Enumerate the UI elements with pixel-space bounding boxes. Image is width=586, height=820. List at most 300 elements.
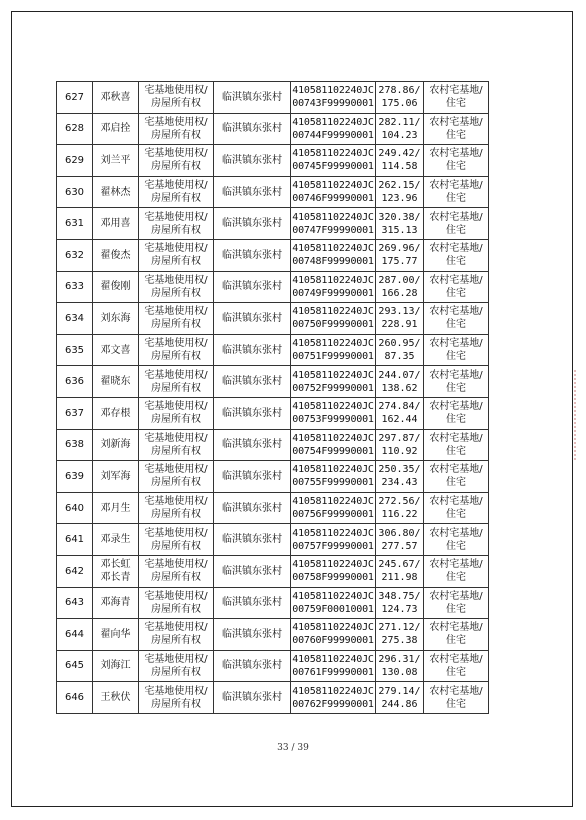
cell-area bbox=[376, 555, 424, 587]
cell-unit-code bbox=[291, 555, 376, 587]
cell-owner-name-line: 王秋伏 bbox=[100, 692, 131, 704]
cell-right-type-line: 房屋所有权 bbox=[151, 445, 201, 457]
table-row bbox=[57, 334, 489, 366]
cell-usage-line: 农村宅基地/ bbox=[429, 432, 483, 444]
cell-usage-line: 住宅 bbox=[446, 98, 466, 110]
cell-area-line: 320.38/ bbox=[378, 211, 421, 223]
cell-owner-name bbox=[93, 492, 139, 524]
cell-location: 临淇镇东张村 bbox=[214, 682, 291, 714]
cell-usage-line: 住宅 bbox=[446, 603, 466, 615]
table-row bbox=[57, 524, 489, 556]
cell-right-type-line: 房屋所有权 bbox=[151, 161, 201, 173]
cell-serial-number: 645 bbox=[57, 650, 93, 682]
cell-right-type-line: 宅基地使用权/ bbox=[144, 243, 208, 255]
cell-location: 临淇镇东张村 bbox=[214, 397, 291, 429]
cell-unit-code-line: 00756F99990001 bbox=[292, 509, 374, 521]
cell-location: 临淇镇东张村 bbox=[214, 461, 291, 493]
cell-area-line: 234.43 bbox=[381, 477, 418, 489]
cell-area-line: 275.38 bbox=[381, 635, 418, 647]
cell-unit-code bbox=[291, 682, 376, 714]
cell-unit-code-line: 00744F99990001 bbox=[292, 129, 374, 141]
cell-area-line: 87.35 bbox=[384, 351, 415, 363]
cell-usage bbox=[424, 82, 489, 114]
cell-area bbox=[376, 429, 424, 461]
cell-right-type-line: 宅基地使用权/ bbox=[144, 432, 208, 444]
table-row bbox=[57, 145, 489, 177]
cell-right-type-line: 宅基地使用权/ bbox=[144, 338, 208, 350]
cell-location: 临淇镇东张村 bbox=[214, 176, 291, 208]
cell-serial-number: 638 bbox=[57, 429, 93, 461]
cell-right-type bbox=[139, 366, 214, 398]
cell-area bbox=[376, 82, 424, 114]
cell-unit-code-line: 410581102240JC bbox=[292, 464, 374, 476]
cell-usage bbox=[424, 461, 489, 493]
cell-area-line: 244.07/ bbox=[378, 369, 421, 381]
cell-serial-number: 627 bbox=[57, 82, 93, 114]
cell-owner-name bbox=[93, 429, 139, 461]
table-row bbox=[57, 239, 489, 271]
table-row bbox=[57, 650, 489, 682]
cell-unit-code-line: 410581102240JC bbox=[292, 85, 374, 97]
cell-usage-line: 农村宅基地/ bbox=[429, 180, 483, 192]
cell-usage-line: 住宅 bbox=[446, 161, 466, 173]
cell-unit-code bbox=[291, 619, 376, 651]
cell-right-type-line: 宅基地使用权/ bbox=[144, 369, 208, 381]
cell-area-line: 245.67/ bbox=[378, 559, 421, 571]
cell-right-type-line: 宅基地使用权/ bbox=[144, 559, 208, 571]
table-row bbox=[57, 461, 489, 493]
cell-unit-code-line: 410581102240JC bbox=[292, 590, 374, 602]
cell-usage-line: 住宅 bbox=[446, 256, 466, 268]
cell-usage-line: 农村宅基地/ bbox=[429, 369, 483, 381]
cell-area-line: 130.08 bbox=[381, 666, 418, 678]
table-row bbox=[57, 82, 489, 114]
cell-area-line: 297.87/ bbox=[378, 432, 421, 444]
cell-right-type-line: 房屋所有权 bbox=[151, 635, 201, 647]
cell-usage-line: 农村宅基地/ bbox=[429, 116, 483, 128]
cell-owner-name bbox=[93, 650, 139, 682]
cell-area bbox=[376, 239, 424, 271]
cell-usage bbox=[424, 239, 489, 271]
cell-usage-line: 农村宅基地/ bbox=[429, 243, 483, 255]
cell-unit-code bbox=[291, 524, 376, 556]
cell-area-line: 271.12/ bbox=[378, 622, 421, 634]
cell-unit-code-line: 00746F99990001 bbox=[292, 193, 374, 205]
cell-area-line: 250.35/ bbox=[378, 464, 421, 476]
cell-area bbox=[376, 366, 424, 398]
cell-usage-line: 住宅 bbox=[446, 477, 466, 489]
cell-unit-code-line: 00751F99990001 bbox=[292, 351, 374, 363]
cell-usage bbox=[424, 650, 489, 682]
cell-area bbox=[376, 587, 424, 619]
cell-right-type bbox=[139, 113, 214, 145]
cell-unit-code-line: 410581102240JC bbox=[292, 243, 374, 255]
cell-unit-code bbox=[291, 587, 376, 619]
cell-serial-number: 629 bbox=[57, 145, 93, 177]
cell-area bbox=[376, 334, 424, 366]
cell-serial-number: 637 bbox=[57, 397, 93, 429]
cell-usage bbox=[424, 524, 489, 556]
cell-area-line: 277.57 bbox=[381, 540, 418, 552]
cell-right-type-line: 房屋所有权 bbox=[151, 477, 201, 489]
cell-owner-name-line: 邓月生 bbox=[100, 502, 131, 514]
cell-right-type-line: 房屋所有权 bbox=[151, 603, 201, 615]
cell-unit-code bbox=[291, 334, 376, 366]
cell-area bbox=[376, 145, 424, 177]
cell-usage-line: 住宅 bbox=[446, 509, 466, 521]
cell-usage-line: 农村宅基地/ bbox=[429, 496, 483, 508]
cell-usage bbox=[424, 271, 489, 303]
cell-right-type bbox=[139, 239, 214, 271]
cell-usage-line: 农村宅基地/ bbox=[429, 464, 483, 476]
cell-unit-code-line: 410581102240JC bbox=[292, 527, 374, 539]
cell-owner-name bbox=[93, 587, 139, 619]
table-row bbox=[57, 492, 489, 524]
cell-right-type-line: 房屋所有权 bbox=[151, 351, 201, 363]
cell-usage-line: 住宅 bbox=[446, 287, 466, 299]
cell-right-type-line: 房屋所有权 bbox=[151, 224, 201, 236]
cell-unit-code-line: 00750F99990001 bbox=[292, 319, 374, 331]
cell-area-line: 296.31/ bbox=[378, 653, 421, 665]
cell-usage bbox=[424, 619, 489, 651]
cell-unit-code bbox=[291, 397, 376, 429]
cell-right-type-line: 房屋所有权 bbox=[151, 256, 201, 268]
cell-right-type-line: 房屋所有权 bbox=[151, 414, 201, 426]
table-row bbox=[57, 366, 489, 398]
cell-unit-code-line: 410581102240JC bbox=[292, 274, 374, 286]
cell-owner-name bbox=[93, 524, 139, 556]
cell-usage-line: 农村宅基地/ bbox=[429, 559, 483, 571]
cell-usage-line: 农村宅基地/ bbox=[429, 338, 483, 350]
cell-unit-code bbox=[291, 429, 376, 461]
cell-area-line: 228.91 bbox=[381, 319, 418, 331]
cell-serial-number: 633 bbox=[57, 271, 93, 303]
cell-location: 临淇镇东张村 bbox=[214, 366, 291, 398]
cell-unit-code-line: 00749F99990001 bbox=[292, 287, 374, 299]
cell-owner-name bbox=[93, 366, 139, 398]
cell-right-type bbox=[139, 82, 214, 114]
cell-area-line: 274.84/ bbox=[378, 401, 421, 413]
cell-right-type-line: 房屋所有权 bbox=[151, 698, 201, 710]
cell-right-type bbox=[139, 208, 214, 240]
cell-area-line: 175.06 bbox=[381, 98, 418, 110]
cell-area-line: 282.11/ bbox=[378, 116, 421, 128]
cell-unit-code-line: 00745F99990001 bbox=[292, 161, 374, 173]
cell-usage-line: 住宅 bbox=[446, 540, 466, 552]
cell-owner-name-line: 邓长青 bbox=[100, 572, 131, 584]
cell-unit-code-line: 00757F99990001 bbox=[292, 540, 374, 552]
table-row bbox=[57, 397, 489, 429]
cell-usage bbox=[424, 113, 489, 145]
cell-area-line: 138.62 bbox=[381, 382, 418, 394]
cell-owner-name bbox=[93, 176, 139, 208]
cell-location: 临淇镇东张村 bbox=[214, 208, 291, 240]
cell-area-line: 114.58 bbox=[381, 161, 418, 173]
cell-right-type bbox=[139, 334, 214, 366]
cell-right-type bbox=[139, 176, 214, 208]
cell-location: 临淇镇东张村 bbox=[214, 271, 291, 303]
cell-area bbox=[376, 619, 424, 651]
cell-serial-number: 630 bbox=[57, 176, 93, 208]
cell-right-type-line: 宅基地使用权/ bbox=[144, 590, 208, 602]
cell-right-type bbox=[139, 492, 214, 524]
cell-area-line: 279.14/ bbox=[378, 685, 421, 697]
cell-unit-code bbox=[291, 82, 376, 114]
cell-owner-name bbox=[93, 113, 139, 145]
cell-usage-line: 住宅 bbox=[446, 635, 466, 647]
cell-right-type-line: 宅基地使用权/ bbox=[144, 274, 208, 286]
table-row bbox=[57, 619, 489, 651]
cell-owner-name-line: 邓录生 bbox=[100, 534, 131, 546]
cell-area bbox=[376, 461, 424, 493]
cell-unit-code-line: 00743F99990001 bbox=[292, 98, 374, 110]
cell-owner-name bbox=[93, 303, 139, 335]
cell-right-type-line: 宅基地使用权/ bbox=[144, 306, 208, 318]
cell-owner-name-line: 刘军海 bbox=[100, 470, 131, 482]
cell-area-line: 166.28 bbox=[381, 287, 418, 299]
cell-location: 临淇镇东张村 bbox=[214, 492, 291, 524]
cell-location: 临淇镇东张村 bbox=[214, 587, 291, 619]
cell-usage-line: 住宅 bbox=[446, 698, 466, 710]
cell-usage-line: 住宅 bbox=[446, 445, 466, 457]
cell-usage bbox=[424, 397, 489, 429]
cell-area bbox=[376, 208, 424, 240]
cell-unit-code-line: 00754F99990001 bbox=[292, 445, 374, 457]
cell-usage-line: 住宅 bbox=[446, 224, 466, 236]
cell-right-type-line: 宅基地使用权/ bbox=[144, 685, 208, 697]
cell-right-type-line: 房屋所有权 bbox=[151, 287, 201, 299]
cell-area-line: 272.56/ bbox=[378, 496, 421, 508]
cell-area-line: 287.00/ bbox=[378, 274, 421, 286]
cell-right-type-line: 宅基地使用权/ bbox=[144, 180, 208, 192]
cell-unit-code-line: 00753F99990001 bbox=[292, 414, 374, 426]
cell-location: 临淇镇东张村 bbox=[214, 555, 291, 587]
cell-right-type-line: 房屋所有权 bbox=[151, 540, 201, 552]
table-row bbox=[57, 271, 489, 303]
cell-area bbox=[376, 271, 424, 303]
cell-usage-line: 住宅 bbox=[446, 351, 466, 363]
cell-usage bbox=[424, 682, 489, 714]
cell-serial-number: 631 bbox=[57, 208, 93, 240]
cell-unit-code-line: 410581102240JC bbox=[292, 685, 374, 697]
cell-owner-name-line: 邓启拴 bbox=[100, 123, 131, 135]
cell-serial-number: 646 bbox=[57, 682, 93, 714]
cell-usage bbox=[424, 555, 489, 587]
cell-usage bbox=[424, 366, 489, 398]
cell-owner-name bbox=[93, 82, 139, 114]
cell-area-line: 244.86 bbox=[381, 698, 418, 710]
cell-area-line: 315.13 bbox=[381, 224, 418, 236]
cell-right-type bbox=[139, 555, 214, 587]
cell-right-type-line: 宅基地使用权/ bbox=[144, 622, 208, 634]
cell-unit-code bbox=[291, 271, 376, 303]
cell-location: 临淇镇东张村 bbox=[214, 145, 291, 177]
cell-area-line: 249.42/ bbox=[378, 148, 421, 160]
cell-serial-number: 636 bbox=[57, 366, 93, 398]
cell-usage-line: 农村宅基地/ bbox=[429, 622, 483, 634]
cell-owner-name-line: 邓长虹 bbox=[100, 559, 131, 571]
cell-unit-code-line: 410581102240JC bbox=[292, 622, 374, 634]
cell-serial-number: 632 bbox=[57, 239, 93, 271]
cell-usage-line: 住宅 bbox=[446, 319, 466, 331]
table-row bbox=[57, 682, 489, 714]
cell-area-line: 278.86/ bbox=[378, 85, 421, 97]
cell-owner-name bbox=[93, 334, 139, 366]
cell-area-line: 104.23 bbox=[381, 129, 418, 141]
cell-usage-line: 住宅 bbox=[446, 129, 466, 141]
cell-unit-code-line: 410581102240JC bbox=[292, 496, 374, 508]
cell-right-type-line: 宅基地使用权/ bbox=[144, 527, 208, 539]
cell-right-type-line: 宅基地使用权/ bbox=[144, 464, 208, 476]
cell-unit-code-line: 00758F99990001 bbox=[292, 572, 374, 584]
cell-unit-code-line: 410581102240JC bbox=[292, 401, 374, 413]
cell-right-type-line: 宅基地使用权/ bbox=[144, 653, 208, 665]
cell-right-type bbox=[139, 271, 214, 303]
cell-area bbox=[376, 682, 424, 714]
cell-unit-code-line: 410581102240JC bbox=[292, 432, 374, 444]
cell-unit-code-line: 410581102240JC bbox=[292, 559, 374, 571]
cell-location: 临淇镇东张村 bbox=[214, 619, 291, 651]
cell-owner-name-line: 翟向华 bbox=[100, 628, 131, 640]
cell-owner-name bbox=[93, 208, 139, 240]
cell-unit-code-line: 00760F99990001 bbox=[292, 635, 374, 647]
cell-area-line: 162.44 bbox=[381, 414, 418, 426]
cell-right-type bbox=[139, 145, 214, 177]
cell-usage bbox=[424, 145, 489, 177]
cell-area bbox=[376, 303, 424, 335]
cell-area-line: 293.13/ bbox=[378, 306, 421, 318]
property-registry-table bbox=[56, 81, 489, 714]
cell-usage-line: 农村宅基地/ bbox=[429, 85, 483, 97]
cell-unit-code bbox=[291, 176, 376, 208]
cell-serial-number: 639 bbox=[57, 461, 93, 493]
cell-area bbox=[376, 524, 424, 556]
cell-area bbox=[376, 492, 424, 524]
cell-unit-code-line: 00762F99990001 bbox=[292, 698, 374, 710]
cell-usage-line: 农村宅基地/ bbox=[429, 653, 483, 665]
cell-usage-line: 农村宅基地/ bbox=[429, 527, 483, 539]
cell-right-type-line: 宅基地使用权/ bbox=[144, 148, 208, 160]
cell-area bbox=[376, 650, 424, 682]
cell-owner-name-line: 刘兰平 bbox=[100, 154, 131, 166]
cell-right-type-line: 房屋所有权 bbox=[151, 129, 201, 141]
cell-right-type-line: 宅基地使用权/ bbox=[144, 211, 208, 223]
cell-right-type-line: 宅基地使用权/ bbox=[144, 85, 208, 97]
cell-area-line: 124.73 bbox=[381, 603, 418, 615]
cell-area-line: 211.98 bbox=[381, 572, 418, 584]
cell-usage-line: 住宅 bbox=[446, 414, 466, 426]
cell-right-type-line: 宅基地使用权/ bbox=[144, 116, 208, 128]
table-row bbox=[57, 208, 489, 240]
cell-owner-name-line: 邓海青 bbox=[100, 597, 131, 609]
cell-unit-code bbox=[291, 208, 376, 240]
cell-right-type bbox=[139, 303, 214, 335]
cell-usage-line: 住宅 bbox=[446, 193, 466, 205]
cell-right-type bbox=[139, 461, 214, 493]
cell-unit-code bbox=[291, 492, 376, 524]
cell-area bbox=[376, 113, 424, 145]
cell-location: 临淇镇东张村 bbox=[214, 239, 291, 271]
table-row bbox=[57, 303, 489, 335]
cell-usage bbox=[424, 587, 489, 619]
cell-right-type-line: 房屋所有权 bbox=[151, 382, 201, 394]
cell-unit-code bbox=[291, 461, 376, 493]
cell-unit-code-line: 410581102240JC bbox=[292, 369, 374, 381]
cell-location: 临淇镇东张村 bbox=[214, 429, 291, 461]
cell-area-line: 123.96 bbox=[381, 193, 418, 205]
cell-usage-line: 农村宅基地/ bbox=[429, 274, 483, 286]
cell-location: 临淇镇东张村 bbox=[214, 334, 291, 366]
cell-right-type-line: 宅基地使用权/ bbox=[144, 401, 208, 413]
cell-right-type-line: 房屋所有权 bbox=[151, 319, 201, 331]
cell-owner-name-line: 邓文喜 bbox=[100, 344, 131, 356]
cell-area-line: 348.75/ bbox=[378, 590, 421, 602]
cell-right-type-line: 房屋所有权 bbox=[151, 666, 201, 678]
cell-serial-number: 628 bbox=[57, 113, 93, 145]
cell-area-line: 175.77 bbox=[381, 256, 418, 268]
cell-usage-line: 农村宅基地/ bbox=[429, 211, 483, 223]
cell-unit-code bbox=[291, 145, 376, 177]
cell-location: 临淇镇东张村 bbox=[214, 303, 291, 335]
cell-unit-code bbox=[291, 113, 376, 145]
cell-location: 临淇镇东张村 bbox=[214, 650, 291, 682]
cell-unit-code-line: 410581102240JC bbox=[292, 148, 374, 160]
cell-right-type-line: 宅基地使用权/ bbox=[144, 496, 208, 508]
cell-usage bbox=[424, 429, 489, 461]
cell-usage-line: 农村宅基地/ bbox=[429, 685, 483, 697]
cell-owner-name-line: 刘新海 bbox=[100, 439, 131, 451]
cell-serial-number: 634 bbox=[57, 303, 93, 335]
cell-unit-code-line: 410581102240JC bbox=[292, 653, 374, 665]
cell-usage bbox=[424, 492, 489, 524]
cell-unit-code bbox=[291, 239, 376, 271]
cell-area-line: 306.80/ bbox=[378, 527, 421, 539]
table-body bbox=[57, 82, 489, 714]
cell-unit-code-line: 00752F99990001 bbox=[292, 382, 374, 394]
cell-serial-number: 643 bbox=[57, 587, 93, 619]
cell-owner-name-line: 翟俊杰 bbox=[100, 249, 131, 261]
cell-unit-code-line: 00755F99990001 bbox=[292, 477, 374, 489]
cell-unit-code-line: 00759F00010001 bbox=[292, 603, 374, 615]
cell-right-type-line: 房屋所有权 bbox=[151, 509, 201, 521]
table-row bbox=[57, 113, 489, 145]
cell-usage-line: 住宅 bbox=[446, 666, 466, 678]
cell-area-line: 262.15/ bbox=[378, 180, 421, 192]
cell-area-line: 116.22 bbox=[381, 509, 418, 521]
cell-unit-code bbox=[291, 303, 376, 335]
cell-unit-code-line: 00761F99990001 bbox=[292, 666, 374, 678]
cell-unit-code-line: 00747F99990001 bbox=[292, 224, 374, 236]
table-row bbox=[57, 587, 489, 619]
cell-right-type bbox=[139, 397, 214, 429]
cell-location: 临淇镇东张村 bbox=[214, 113, 291, 145]
cell-right-type bbox=[139, 429, 214, 461]
cell-right-type bbox=[139, 619, 214, 651]
cell-unit-code bbox=[291, 650, 376, 682]
cell-owner-name bbox=[93, 555, 139, 587]
cell-unit-code-line: 410581102240JC bbox=[292, 306, 374, 318]
cell-area-line: 269.96/ bbox=[378, 243, 421, 255]
cell-owner-name bbox=[93, 145, 139, 177]
cell-unit-code-line: 410581102240JC bbox=[292, 116, 374, 128]
cell-usage-line: 农村宅基地/ bbox=[429, 401, 483, 413]
cell-area bbox=[376, 176, 424, 208]
cell-owner-name-line: 邓用喜 bbox=[100, 218, 131, 230]
cell-unit-code-line: 410581102240JC bbox=[292, 180, 374, 192]
cell-owner-name-line: 刘东海 bbox=[100, 312, 131, 324]
cell-right-type-line: 房屋所有权 bbox=[151, 98, 201, 110]
cell-right-type bbox=[139, 650, 214, 682]
